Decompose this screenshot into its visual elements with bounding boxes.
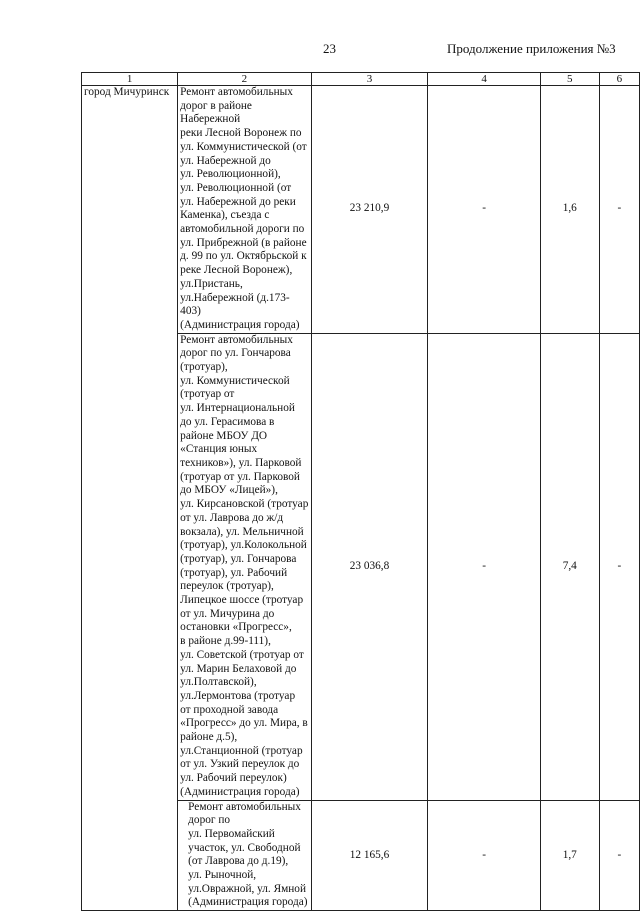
city-cell: город Мичуринск	[82, 86, 178, 911]
value-cell-5: 1,7	[540, 800, 599, 911]
header-cell-4: 4	[428, 73, 540, 86]
table-row	[82, 86, 640, 334]
header-cell-1: 1	[82, 73, 178, 86]
value-cell-6: -	[599, 86, 639, 334]
description-cell: Ремонт автомобильных дорог в районе Набережной реки Лесной Воронеж по ул. Коммунистической (от ул. Набережной до ул. Революционной), ул. Революционной (от ул. Набережной до реки Каменка), съезда с автомобильной дороги по ул. Прибрежной (в районе д. 99 по ул. Октябрьской к реке Лесной Воронеж), ул.Пристань, ул.Набережной (д.173-403) (Администрация города)	[178, 86, 311, 334]
value-cell-6: -	[599, 800, 639, 911]
value-cell-3: 23 036,8	[311, 333, 428, 800]
value-cell-4: -	[428, 800, 540, 911]
header-cell-3: 3	[311, 73, 428, 86]
value-cell-6: -	[599, 333, 639, 800]
header-cell-2: 2	[178, 73, 311, 86]
continuation-label: Продолжение приложения №3	[447, 41, 616, 56]
header-row	[82, 73, 640, 86]
description-cell: Ремонт автомобильных дорог по ул. Гончарова (тротуар), ул. Коммунистической (тротуар от ул. Интернациональной до ул. Герасимова в районе МБОУ ДО «Станция юных техников»), ул. Парковой (тротуар от ул. Парковой до МБОУ «Лицей»), ул. Кирсановской (тротуар от ул. Лаврова до ж/д вокзала), ул. Мельничной (тротуар), ул.Колокольной (тротуар), ул. Гончарова (тротуар), ул. Рабочий переулок (тротуар), Липецкое шоссе (тротуар от ул. Мичурина до остановки «Прогресс», в районе д.99-111), ул. Советской (тротуар от ул. Марин Белаховой до ул.Полтавской), ул.Лермонтова (тротуар от проходной завода «Прогресс» до ул. Мира, в районе д.5), ул.Станционной (тротуар от ул. Узкий переулок до ул. Рабочий переулок) (Администрация города)	[178, 333, 311, 800]
value-cell-5: 7,4	[540, 333, 599, 800]
value-cell-4: -	[428, 333, 540, 800]
value-cell-3: 23 210,9	[311, 86, 428, 334]
header-cell-5: 5	[540, 73, 599, 86]
data-table	[81, 72, 640, 911]
value-cell-3: 12 165,6	[311, 800, 428, 911]
value-cell-4: -	[428, 86, 540, 334]
page-number: 23	[323, 41, 336, 56]
value-cell-5: 1,6	[540, 86, 599, 334]
header-cell-6: 6	[599, 73, 639, 86]
description-cell: Ремонт автомобильных дорог по ул. Первомайский участок, ул. Свободной (от Лаврова до д.19), ул. Рыночной, ул.Овражной, ул. Ямной (Администрация города)	[178, 800, 311, 911]
